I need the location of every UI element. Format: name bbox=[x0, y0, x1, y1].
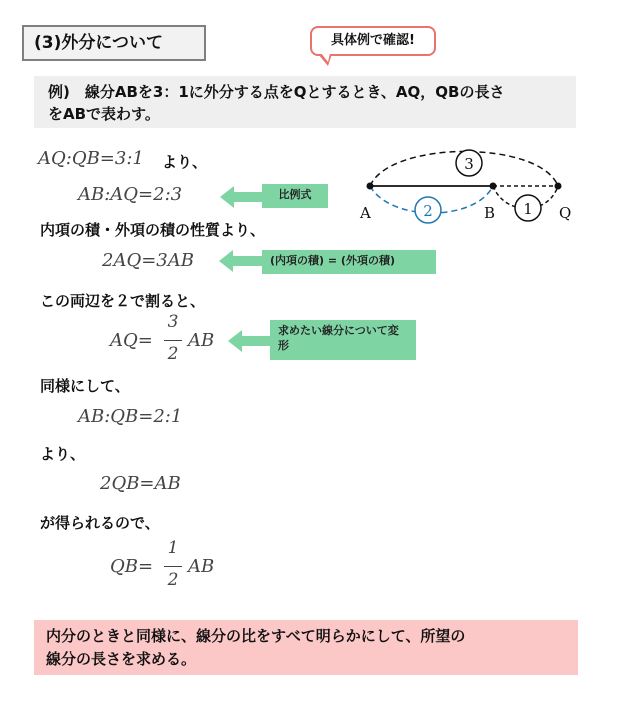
summary-line-1: 内分のときと同様に、線分の比をすべて明らかにして、所望の bbox=[46, 627, 466, 645]
summary-line-2: 線分の長さを求める。 bbox=[46, 650, 197, 668]
qb-rhs: AB bbox=[188, 556, 215, 577]
fraction-numerator: 3 bbox=[167, 312, 179, 332]
fraction-denominator: 2 bbox=[167, 344, 179, 364]
external-division-diagram bbox=[350, 142, 590, 232]
callout-bubble: 具体例で確認! bbox=[310, 26, 436, 56]
step7-text: 同様にして、 bbox=[40, 377, 130, 395]
fraction-denominator: 2 bbox=[167, 570, 179, 590]
point-a-dot bbox=[367, 183, 374, 190]
step3-text: 内項の積・外項の積の性質より、 bbox=[40, 221, 266, 239]
ratio-aq-qb: AQ:QB=3:1 bbox=[38, 148, 144, 169]
step5-text: この両辺を２で割ると、 bbox=[40, 292, 206, 310]
fraction-bar bbox=[164, 340, 182, 341]
point-q-dot bbox=[555, 183, 562, 190]
fraction-3-over-2 bbox=[164, 312, 184, 370]
fraction-1-over-2 bbox=[164, 538, 184, 596]
ratio-ab-qb: AB:QB=2:1 bbox=[78, 406, 183, 427]
label-ratio: 比例式 bbox=[262, 184, 328, 208]
step9-text: より、 bbox=[40, 445, 86, 463]
example-box bbox=[34, 76, 576, 128]
fraction-bar bbox=[164, 566, 182, 567]
point-b-dot bbox=[490, 183, 497, 190]
point-q-label: Q bbox=[559, 204, 572, 222]
aq-rhs: AB bbox=[188, 330, 215, 351]
label-product: (内項の積) = (外項の積) bbox=[262, 250, 436, 274]
aq-lhs: AQ= bbox=[110, 330, 153, 351]
equation-2aq-3ab: 2AQ=3AB bbox=[102, 250, 194, 271]
ratio-2-label: 2 bbox=[423, 202, 433, 220]
ratio-1-label: 1 bbox=[523, 200, 533, 218]
ratio-ab-aq: AB:AQ=2:3 bbox=[78, 184, 183, 205]
point-a-label: A bbox=[360, 204, 371, 222]
point-b-label: B bbox=[484, 204, 496, 222]
example-line-1: 例) 線分ABを3：1に外分する点をQとするとき、AQ，QBの長さ bbox=[48, 83, 505, 101]
callout-tail-inner bbox=[321, 53, 330, 62]
step11-text: が得られるので、 bbox=[40, 514, 160, 532]
equation-2qb-ab: 2QB=AB bbox=[100, 473, 181, 494]
label-transform: 求めたい線分について変形 bbox=[270, 320, 416, 360]
ratio-3-label: 3 bbox=[464, 155, 474, 173]
example-line-2: をABで表わす。 bbox=[48, 105, 160, 123]
fraction-numerator: 1 bbox=[167, 538, 179, 558]
section-title: (3)外分について bbox=[22, 25, 206, 61]
step1-text: より、 bbox=[162, 153, 208, 171]
summary-box bbox=[34, 620, 578, 675]
qb-lhs: QB= bbox=[110, 556, 154, 577]
